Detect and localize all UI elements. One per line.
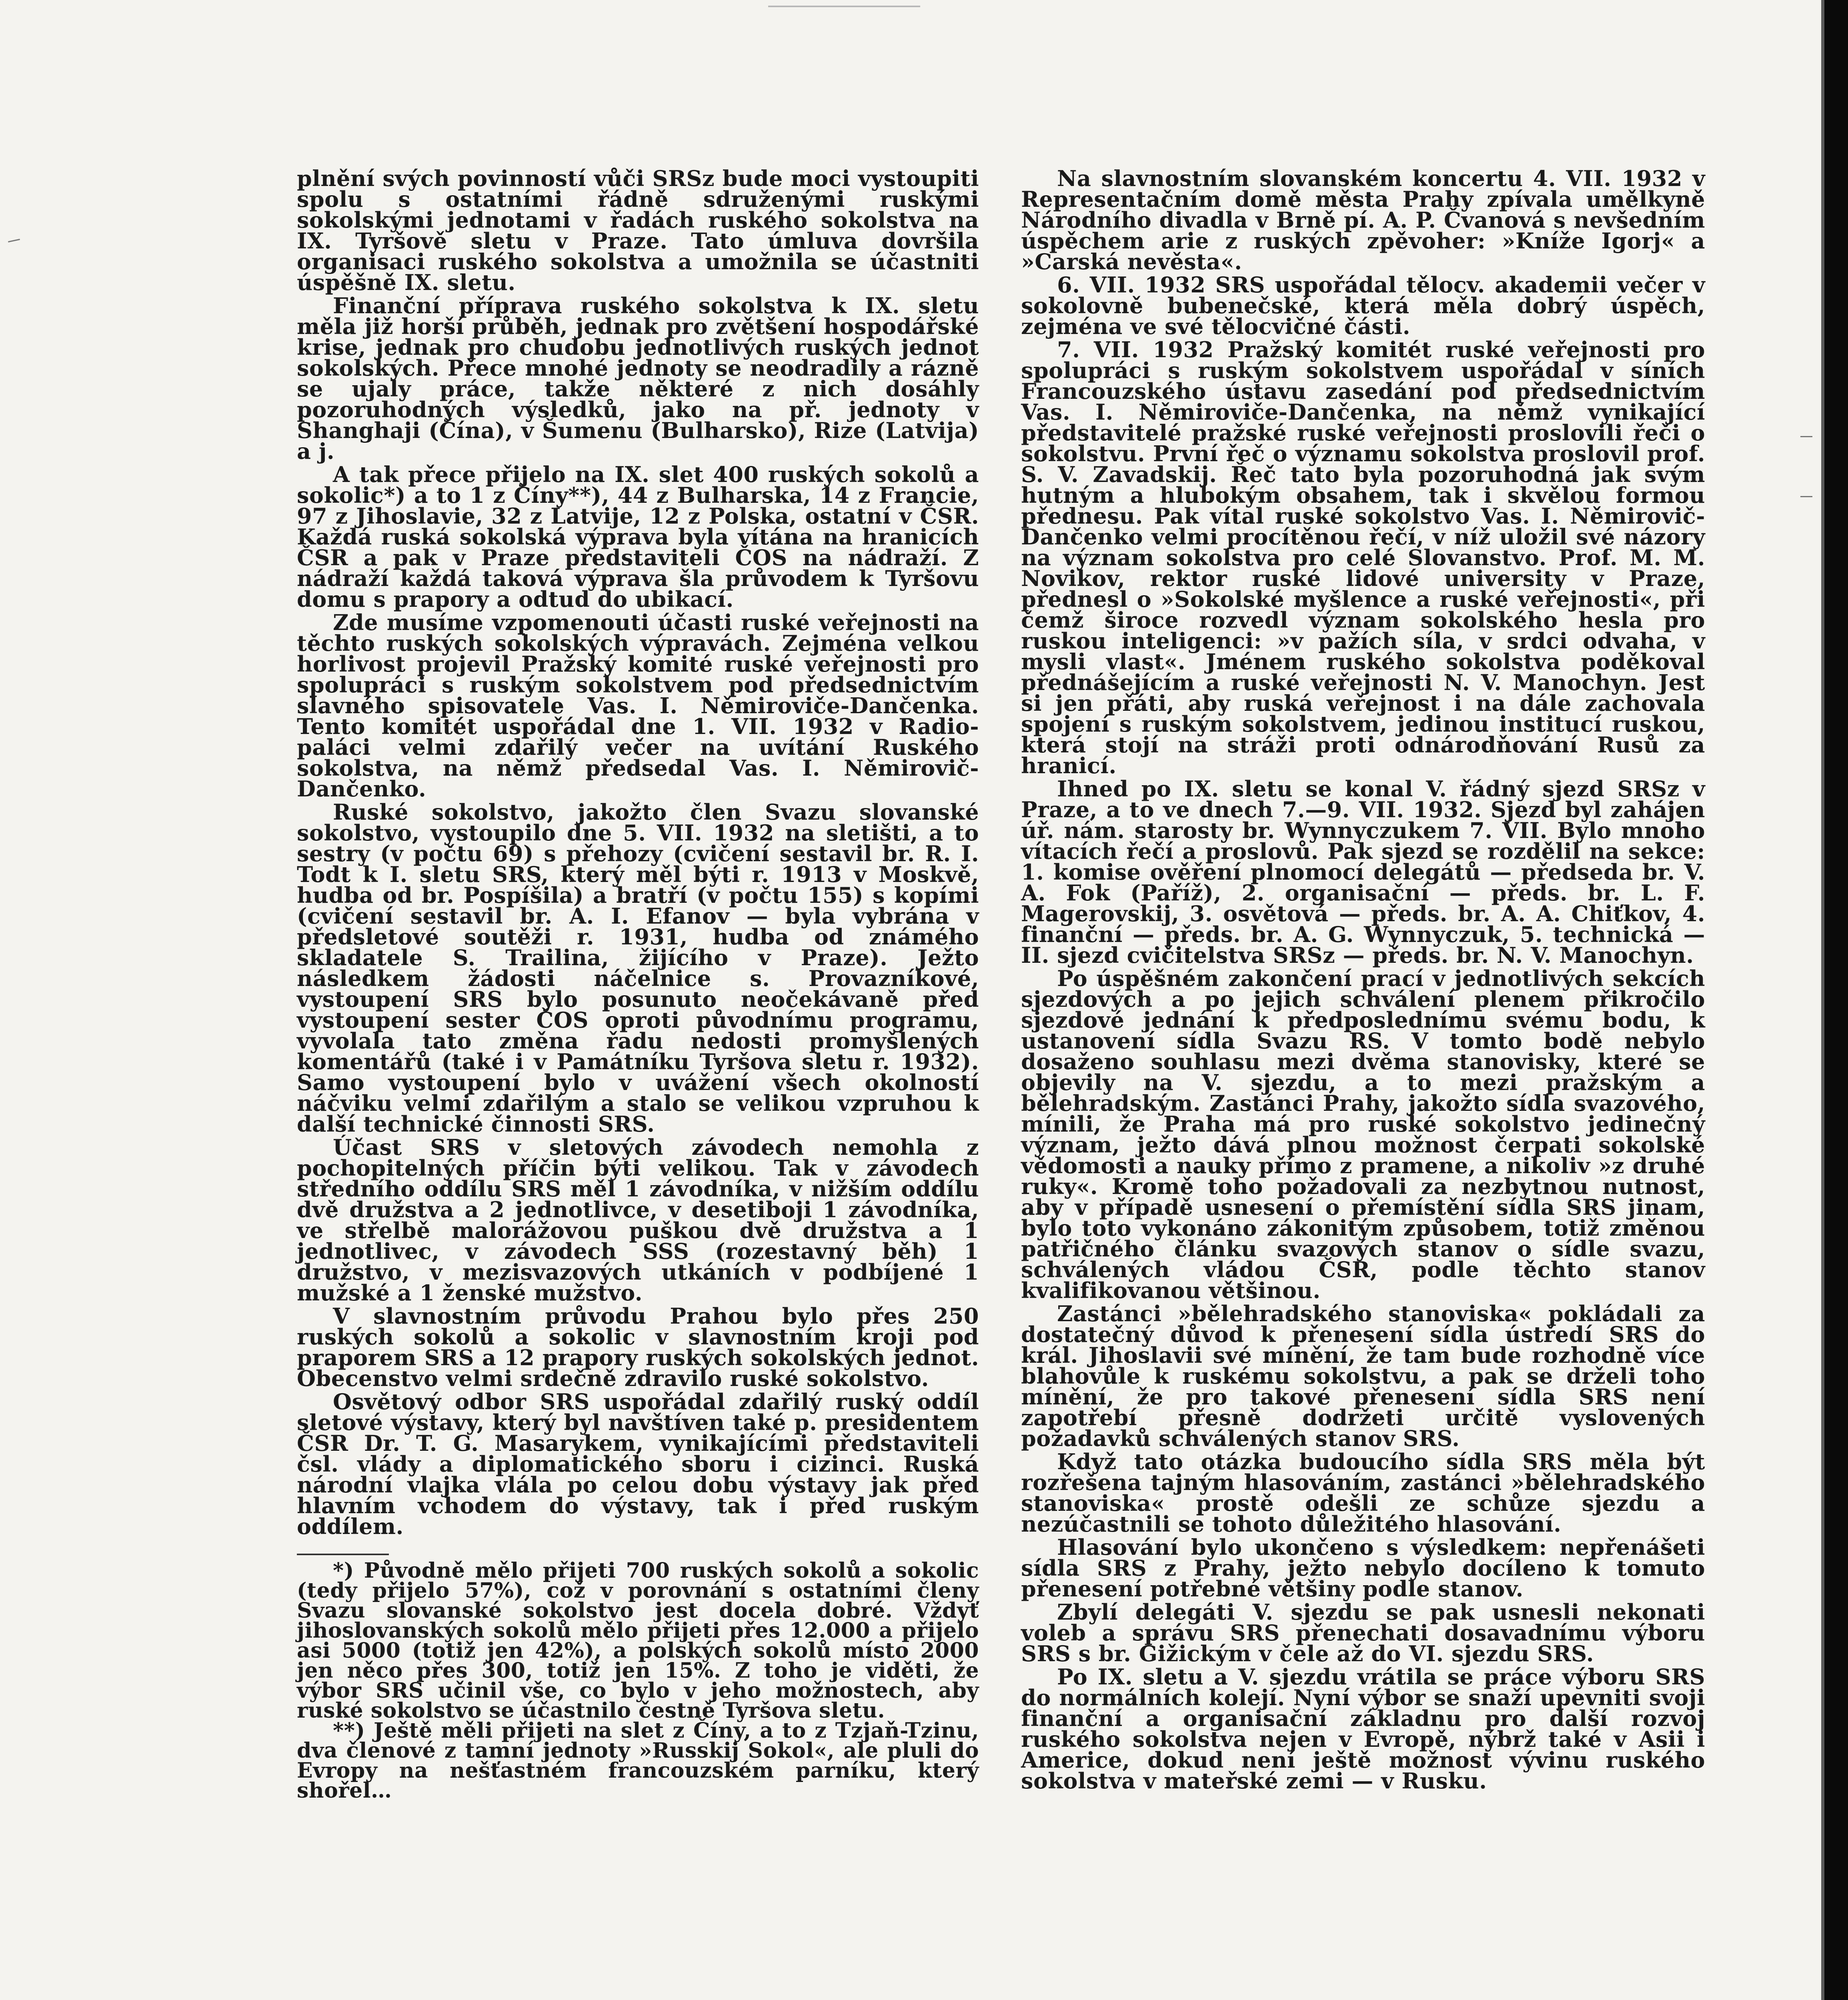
top-edge-line [768,6,920,7]
paragraph: Osvětový odbor SRS uspořádal zdařilý ruský oddíl sletové výstavy, který byl navštíven také p. presidentem ČSR Dr. T. G. Masarykem, vynikajícími představiteli čsl. vlády a diplomatického sboru i cizinci. Ruská národní vlajka vlála po celou dobu výstavy jak před hlavním vchodem do výstavy, tak i před ruským oddílem. [297,1389,979,1539]
paragraph: Zde musíme vzpomenouti účasti ruské veřejnosti na těchto ruských sokolských výpravách. Zejména velkou horlivost projevil Pražský komité ruské veřejnosti pro spolupráci s ruským sokolstvem pod předsednictvím slavného spisovatele Vas. I. Němiroviče-Dančenka. Tento komitét uspořádal dne 1. VII. 1932 v Radio-paláci velmi zdařilý večer na uvítání Ruského sokolstva, na němž předsedal Vas. I. Němirovič-Dančenko. [297,610,979,802]
paragraph: A tak přece přijelo na IX. slet 400 ruských sokolů a sokolic*) a to 1 z Číny**), 44 z Bulharska, 14 z Francie, 97 z Jihoslavie, 32 z Latvije, 12 z Polska, ostatní v ČSR. Každá ruská sokolská výprava byla vítána na hranicích ČSR a pak v Praze představiteli ČOS na nádraží. Z nádraží každá taková výprava šla průvodem k Tyršovu domu s prapory a odtud do ubikací. [297,462,979,612]
left-column [297,168,979,1801]
margin-mark [1800,496,1812,497]
footnote: **) Ještě měli přijeti na slet z Číny, a to z Tzjaň-Tzinu, dva členové z tamní jednoty »Russkij Sokol«, ale pluli do Evropy na nešťastném francouzském parníku, který shořel… [297,1718,979,1803]
paragraph: plnění svých povinností vůči SRSz bude moci vystoupiti spolu s ostatními řádně sdruženými ruskými sokolskými jednotami v řadách ruského sokolstva na IX. Tyršově sletu v Praze. Tato úmluva dovršila organisaci ruského sokolstva a umožnila se účastniti úspěšně IX. sletu. [297,166,979,295]
footnotes [297,1558,979,1803]
paragraph: Po úspěšném zakončení prací v jednotlivých sekcích sjezdových a po jejich schválení plenem přikročilo sjezdové jednání k předposlednímu svému bodu, k ustanovení sídla Svazu RS. V tomto bodě nebylo dosaženo souhlasu mezi dvěma stanovisky, které se objevily na V. sjezdu, a to mezi pražským a bělehradským. Zastánci Prahy, jakožto sídla svazového, mínili, že Praha má pro ruské sokolstvo jedinečný význam, ježto dává plnou možnost čerpati sokolské vědomosti a nauky přímo z pramene, a nikoliv »z druhé ruky«. Kromě toho požadovali za nezbytnou nutnost, aby v případě usnesení o přemístění sídla SRS jinam, bylo toto vykonáno zákonitým způsobem, totiž změnou patřičného článku svazových stanov o sídle svazu, schválených vládou ČSR, podle těchto stanov kvalifikovanou většinou. [1021,966,1705,1303]
paragraph: Finanční příprava ruského sokolstva k IX. sletu měla již horší průběh, jednak pro zvětšení hospodářské krise, jednak pro chudobu jednotlivých ruských jednot sokolských. Přece mnohé jednoty se neodradily a rázně se ujaly práce, takže některé z nich dosáhly pozoruhodných výsledků, jako na př. jednoty v Shanghaji (Čína), v Šumenu (Bulharsko), Rize (Latvija) a j. [297,293,979,464]
margin-mark [8,239,20,242]
paragraph: 7. VII. 1932 Pražský komitét ruské veřejnosti pro spolupráci s ruským sokolstvem uspořádal v síních Francouzského ústavu zasedání pod předsednictvím Vas. I. Němiroviče-Dančenka, na němž vynikající představitelé pražské ruské veřejnosti proslovili řeči o sokolstvu. První řeč o významu sokolstva proslovil prof. S. V. Zavadskij. Řeč tato byla pozoruhodná jak svým hutným a hlubokým obsahem, tak i skvělou formou přednesu. Pak vítal ruské sokolstvo Vas. I. Němirovič-Dančenko velmi procítěnou řečí, v níž uložil své názory na význam sokolstva pro celé Slovanstvo. Prof. M. M. Novikov, rektor ruské lidové university v Praze, přednesl o »Sokolské myšlence a ruské veřejnosti«, při čemž široce rozvedl význam sokolského hesla pro ruskou inteligenci: »v pažích síla, v srdci odvaha, v mysli vlast«. Jménem ruského sokolstva poděkoval přednášejícím a ruské veřejnosti N. V. Manochyn. Jest si jen přáti, aby ruská veřejnost i na dále zachovala spojení s ruským sokolstvem, jedinou institucí ruskou, která stojí na stráži proti odnárodňování Rusů za hranicí. [1021,337,1705,778]
paragraph: Hlasování bylo ukončeno s výsledkem: nepřenášeti sídla SRS z Prahy, ježto nebylo docíleno k tomuto přenesení potřebné většiny podle stanov. [1021,1534,1705,1602]
margin-mark [1800,436,1812,437]
paragraph: Po IX. sletu a V. sjezdu vrátila se práce výboru SRS do normálních kolejí. Nyní výbor se snaží upevniti svoji finanční a organisační základnu pro další rozvoj ruského sokolstva nejen v Evropě, nýbrž také v Asii i Americe, dokud není ještě možnost vývinu ruského sokolstva v mateřské zemi — v Rusku. [1021,1664,1705,1794]
paragraph: Na slavnostním slovanském koncertu 4. VII. 1932 v Representačním domě města Prahy zpívala umělkyně Národního divadla v Brně pí. A. P. Čvanová s nevšedním úspěchem arie z ruských zpěvoher: »Kníže Igorj« a »Carská nevěsta«. [1021,166,1705,274]
scan-edge [1824,0,1848,2000]
footnote: *) Původně mělo přijeti 700 ruských sokolů a sokolic (tedy přijelo 57%), což v porovnání s ostatními členy Svazu slovanské sokolstvo jest docela dobré. Vždyť jihoslovanských sokolů mělo přijeti přes 12.000 a přijelo asi 5000 (totiž jen 42%), a polských sokolů místo 2000 jen něco přes 300, totiž jen 15%. Z toho je viděti, že výbor SRS učinil vše, co bylo v jeho možnostech, aby ruské sokolstvo se účastnilo čestně Tyršova sletu. [297,1558,979,1723]
paragraph: Zbylí delegáti V. sjezdu se pak usnesli nekonati voleb a správu SRS přenechati dosavadnímu výboru SRS s br. Gižickým v čele až do VI. sjezdu SRS. [1021,1599,1705,1666]
footnote-divider [297,1554,389,1555]
paragraph: Když tato otázka budoucího sídla SRS měla být rozřešena tajným hlasováním, zastánci »bělehradského stanoviska« prostě odešli ze schůze sjezdu a nezúčastnili se tohoto důležitého hlasování. [1021,1449,1705,1537]
right-column [1021,168,1705,1794]
paragraph: Ihned po IX. sletu se konal V. řádný sjezd SRSz v Praze, a to ve dnech 7.—9. VII. 1932. Sjezd byl zahájen úř. nám. starosty br. Wynnyczukem 7. VII. Bylo mnoho vítacích řečí a proslovů. Pak sjezd se rozdělil na sekce: 1. komise ověření plnomocí delegátů — předseda br. V. A. Fok (Paříž), 2. organisační — předs. br. L. F. Magerovskij, 3. osvětová — předs. br. A. A. Chiťkov, 4. finanční — předs. br. A. G. Wynnyczuk, 5. technická — II. sjezd cvičitelstva SRSz — předs. br. N. V. Manochyn. [1021,776,1705,968]
paragraph: 6. VII. 1932 SRS uspořádal tělocv. akademii večer v sokolovně bubenečské, která měla dobrý úspěch, zejména ve své tělocvičné části. [1021,272,1705,339]
paragraph: Ruské sokolstvo, jakožto člen Svazu slovanské sokolstvo, vystoupilo dne 5. VII. 1932 na sletišti, a to sestry (v počtu 69) s přehozy (cvičení sestavil br. R. I. Todt k I. sletu SRS, který měl býti r. 1913 v Moskvě, hudba od br. Pospíšila) a bratří (v počtu 155) s kopími (cvičení sestavil br. A. I. Efanov — byla vybrána v předsletové soutěži r. 1931, hudba od známého skladatele S. Trailina, žijícího v Praze). Ježto následkem žádosti náčelnice s. Provazníkové, vystoupení SRS bylo posunuto neočekávaně před vystoupení sester ČOS oproti původnímu programu, vyvolala tato změna řadu nedosti promyšlených komentářů (také i v Památníku Tyršova sletu r. 1932). Samo vystoupení bylo v uvážení všech okolností náčviku velmi zdařilým a stalo se velikou vzpruhou k další technické činnosti SRS. [297,799,979,1137]
paragraph: Zastánci »bělehradského stanoviska« pokládali za dostatečný důvod k přenesení sídla ústředí SRS do král. Jihoslavii své mínění, že tam bude rozhodně více blahovůle k ruskému sokolstvu, a pak se drželi toho mínění, že pro takové přenesení sídla SRS není zapotřebí přesně dodržeti určitě vyslovených požadavků schválených stanov SRS. [1021,1301,1705,1451]
paragraph: Účast SRS v sletových závodech nemohla z pochopitelných příčin býti velikou. Tak v závodech středního oddílu SRS měl 1 závodníka, v nižším oddílu dvě družstva a 2 jednotlivce, v desetiboji 1 závodníka, ve střelbě malorážovou puškou dvě družstva a 1 jednotlivec, v závodech SSS (rozestavný běh) 1 družstvo, v mezisvazových utkáních v podbíjené 1 mužské a 1 ženské mužstvo. [297,1134,979,1306]
paragraph: V slavnostním průvodu Prahou bylo přes 250 ruských sokolů a sokolic v slavnostním kroji pod praporem SRS a 12 prapory ruských sokolských jednot. Obecenstvo velmi srdečně zdravilo ruské sokolstvo. [297,1303,979,1391]
